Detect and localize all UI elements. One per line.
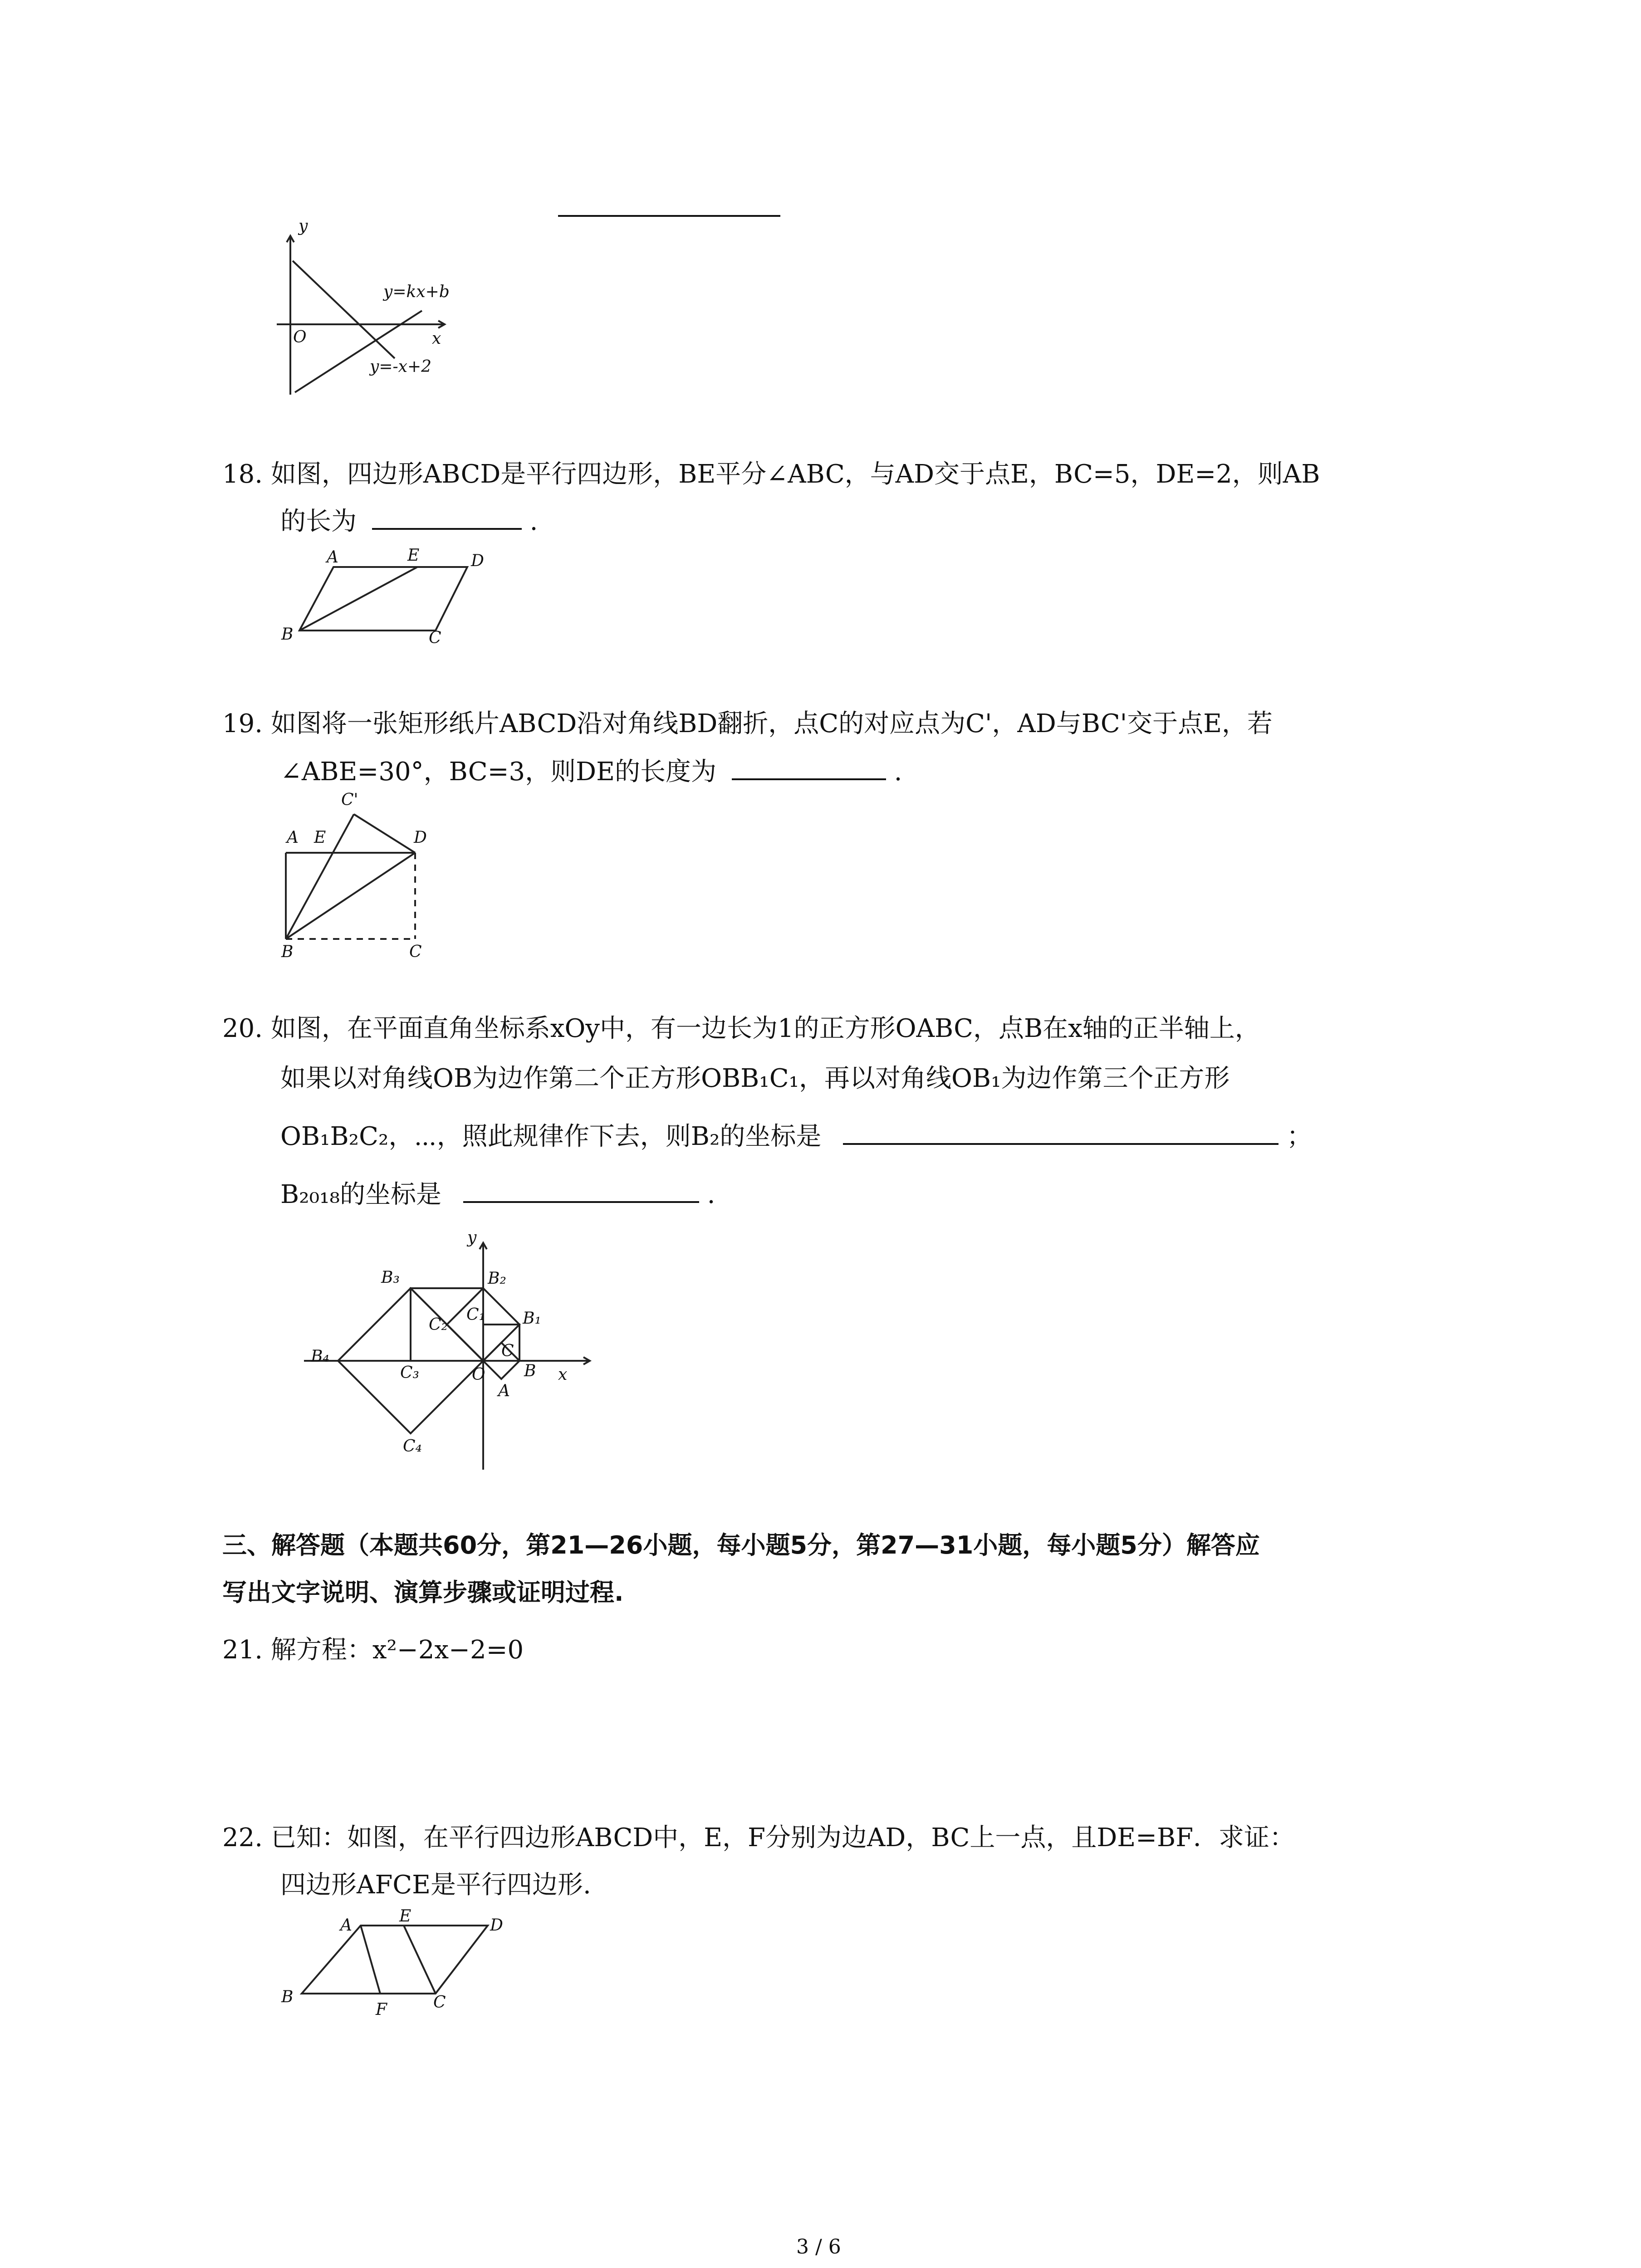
x-axis-label: x xyxy=(558,1365,568,1384)
problem18-line1: 18. 如图，四边形ABCD是平行四边形，BE平分∠ABC，与AD交于点E，BC=5，DE=2，则AB xyxy=(222,459,1320,489)
answer-blank-prev xyxy=(558,215,780,217)
y-axis-label: y xyxy=(467,1228,477,1247)
segment-ec xyxy=(404,1926,436,1994)
problem22-figure xyxy=(272,1905,508,2032)
line2-label: y=-x+2 xyxy=(370,357,432,376)
label-d: D xyxy=(490,1916,503,1935)
label-b3: B₃ xyxy=(381,1268,400,1287)
label-b2: B₂ xyxy=(488,1269,506,1288)
label-b1: B₁ xyxy=(523,1309,541,1328)
segment-cprime-d xyxy=(354,814,415,853)
problem19-line2-text: ∠ABE=30°，BC=3，则DE的长度为 xyxy=(280,757,716,787)
label-c: C xyxy=(429,629,441,647)
label-f: F xyxy=(376,2000,387,2019)
label-c2: C₂ xyxy=(429,1315,448,1334)
label-c: C xyxy=(501,1342,514,1360)
label-a: A xyxy=(340,1916,352,1935)
problem20-line4-end: . xyxy=(707,1180,715,1209)
line-neg-x-2 xyxy=(293,261,395,358)
label-d: D xyxy=(414,828,427,847)
label-c4: C₄ xyxy=(403,1437,422,1456)
label-e: E xyxy=(407,546,420,565)
line1-label: y=kx+b xyxy=(383,283,450,301)
label-c: C xyxy=(409,943,422,961)
label-a: A xyxy=(498,1382,510,1400)
diagonal-bd xyxy=(286,853,415,939)
problem17-graph xyxy=(272,218,472,399)
label-b: B xyxy=(281,943,294,961)
problem20-line4-text: B₂₀₁₈的坐标是 xyxy=(280,1180,441,1209)
problem20-line1: 20. 如图，在平面直角坐标系xOy中，有一边长为1的正方形OABC，点B在x轴的正半轴上， xyxy=(222,1014,1260,1043)
answer-blank-18[interactable] xyxy=(372,526,522,530)
problem19-line2 xyxy=(280,759,902,785)
problem21-text: 21. 解方程：x²−2x−2=0 xyxy=(222,1635,524,1665)
y-axis-label: y xyxy=(299,218,308,235)
label-e: E xyxy=(399,1907,411,1926)
origin-label: O xyxy=(293,328,307,347)
label-a: A xyxy=(327,548,338,567)
label-c: C xyxy=(433,1993,446,2012)
problem20-figure xyxy=(272,1225,617,1479)
label-a: A xyxy=(287,828,299,847)
problem22-line2: 四边形AFCE是平行四边形. xyxy=(280,1870,591,1900)
problem20-line3-text: OB₁B₂C₂，⋯，照此规律作下去，则B₂的坐标是 xyxy=(280,1122,822,1151)
problem20-line2: 如果以对角线OB为边作第二个正方形OBB₁C₁，再以对角线OB₁为边作第三个正方形 xyxy=(280,1064,1230,1093)
section3-title-line2: 写出文字说明、演算步骤或证明过程. xyxy=(222,1578,624,1607)
section3-title-line1: 三、解答题（本题共60分，第21—26小题，每小题5分，第27—31小题，每小题5分）解答应 xyxy=(222,1531,1260,1559)
problem22-line1: 22. 已知：如图，在平行四边形ABCD中，E，F分别为边AD，BC上一点，且DE=BF．求证： xyxy=(222,1823,1295,1853)
problem18-figure xyxy=(272,544,508,653)
page-number: 3 / 6 xyxy=(796,2235,841,2258)
problem20-line3 xyxy=(280,1124,1312,1149)
answer-blank-20b[interactable] xyxy=(463,1199,699,1203)
label-c3: C₃ xyxy=(400,1364,419,1382)
problem18-line2 xyxy=(280,509,538,534)
problem20-line3-end: ； xyxy=(1287,1122,1313,1151)
parallelogram-abcd xyxy=(302,1926,488,1994)
problem20-line4 xyxy=(280,1182,715,1207)
answer-blank-19[interactable] xyxy=(732,777,886,780)
label-b: B xyxy=(281,1988,294,2006)
problem19-line2-end: . xyxy=(894,757,902,787)
label-b: B xyxy=(524,1362,536,1380)
label-b: B xyxy=(281,625,294,644)
answer-blank-20a[interactable] xyxy=(843,1141,1279,1145)
label-e: E xyxy=(314,828,326,847)
label-o: O xyxy=(472,1365,485,1384)
label-cprime: C' xyxy=(341,791,358,809)
problem19-line1: 19. 如图将一张矩形纸片ABCD沿对角线BD翻折，点C的对应点为C'，AD与BC'交于点E，若 xyxy=(222,709,1273,738)
label-c1: C₁ xyxy=(466,1305,485,1324)
label-d: D xyxy=(471,552,484,570)
x-axis-label: x xyxy=(432,329,441,348)
parallelogram-abcd xyxy=(299,567,467,631)
problem18-line2-text: 的长为 xyxy=(280,507,357,536)
problem18-line2-end: . xyxy=(529,507,538,536)
segment-af xyxy=(361,1926,380,1994)
label-b4: B₄ xyxy=(311,1347,329,1366)
problem19-figure xyxy=(272,789,463,962)
